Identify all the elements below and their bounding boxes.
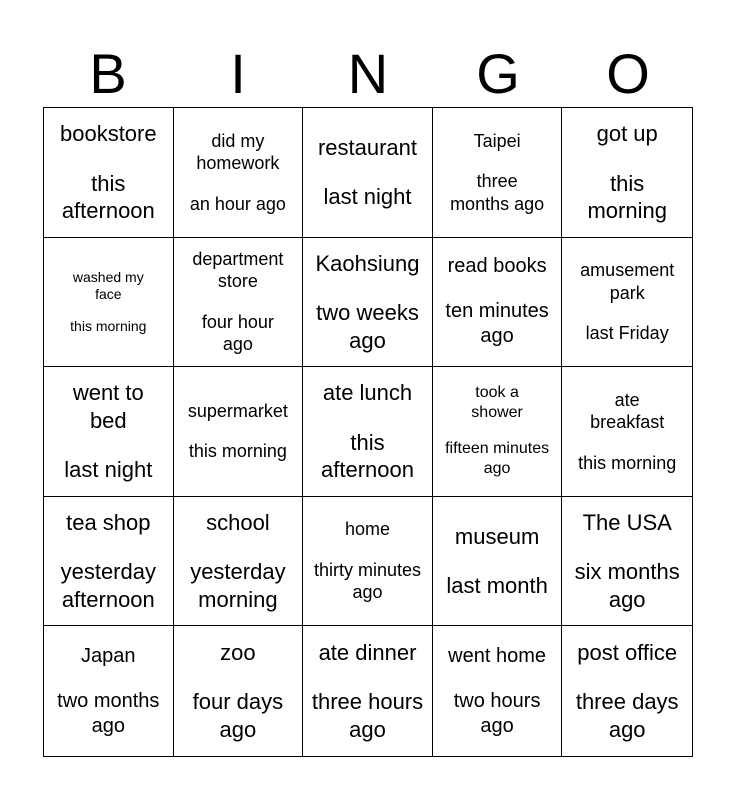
bingo-cell[interactable] bbox=[562, 497, 692, 627]
bingo-cell[interactable] bbox=[44, 497, 174, 627]
header-letter-g: G bbox=[476, 42, 520, 105]
cell-time: fifteen minutes ago bbox=[445, 440, 550, 478]
cell-time: last night bbox=[323, 184, 412, 210]
cell-time: this afternoon bbox=[321, 429, 414, 483]
bingo-cell[interactable] bbox=[562, 626, 692, 756]
bingo-cell[interactable] bbox=[562, 108, 692, 238]
cell-place: Taipei bbox=[473, 130, 521, 151]
cell-place: took a shower bbox=[471, 384, 523, 422]
bingo-cell[interactable] bbox=[433, 108, 563, 238]
cell-place: ate dinner bbox=[318, 639, 417, 665]
cell-time: three months ago bbox=[450, 171, 545, 214]
cell-place: bookstore bbox=[59, 121, 157, 147]
cell-time: four days ago bbox=[192, 689, 284, 742]
header-letter-i: I bbox=[230, 42, 246, 105]
cell-time: three days ago bbox=[575, 689, 679, 742]
bingo-cell[interactable] bbox=[303, 497, 433, 627]
cell-place: washed my face bbox=[72, 268, 144, 303]
cell-time: last Friday bbox=[585, 323, 669, 344]
cell-place: museum bbox=[454, 523, 540, 549]
bingo-header bbox=[43, 40, 693, 108]
cell-time: three hours ago bbox=[311, 689, 424, 742]
cell-place: ate breakfast bbox=[590, 389, 665, 433]
cell-time: ten minutes ago bbox=[445, 300, 549, 348]
bingo-cell[interactable] bbox=[174, 367, 304, 497]
bingo-cell[interactable] bbox=[433, 626, 563, 756]
header-letter-o: O bbox=[606, 42, 650, 105]
cell-place: tea shop bbox=[66, 509, 151, 535]
bingo-cell[interactable] bbox=[44, 108, 174, 238]
cell-place: department store bbox=[192, 248, 284, 292]
cell-place: zoo bbox=[220, 639, 256, 665]
bingo-cell[interactable] bbox=[174, 238, 304, 368]
cell-place: school bbox=[206, 509, 270, 535]
cell-place: Kaohsiung bbox=[315, 250, 420, 276]
cell-place: post office bbox=[577, 639, 678, 665]
cell-time: four hour ago bbox=[201, 311, 274, 355]
bingo-cell[interactable] bbox=[44, 238, 174, 368]
bingo-cell[interactable] bbox=[303, 626, 433, 756]
bingo-board bbox=[43, 107, 693, 757]
cell-place: amusement park bbox=[580, 260, 675, 303]
cell-place: The USA bbox=[582, 509, 672, 535]
cell-place: Japan bbox=[81, 644, 136, 667]
bingo-cell[interactable] bbox=[174, 108, 304, 238]
cell-time: this morning bbox=[578, 452, 677, 473]
cell-time: two hours ago bbox=[453, 689, 541, 737]
bingo-cell[interactable] bbox=[562, 367, 692, 497]
cell-time: two weeks ago bbox=[316, 300, 419, 353]
cell-place: went to bed bbox=[72, 380, 144, 433]
bingo-cell[interactable] bbox=[433, 367, 563, 497]
cell-time: two months ago bbox=[57, 689, 160, 737]
bingo-cell[interactable] bbox=[303, 238, 433, 368]
cell-time: last night bbox=[64, 457, 153, 483]
cell-time: thirty minutes ago bbox=[313, 559, 422, 603]
bingo-cell[interactable] bbox=[44, 626, 174, 756]
cell-place: ate lunch bbox=[322, 380, 413, 406]
bingo-cell[interactable] bbox=[44, 367, 174, 497]
bingo-cell[interactable] bbox=[433, 238, 563, 368]
cell-place: read books bbox=[447, 255, 547, 278]
bingo-cell[interactable] bbox=[174, 626, 304, 756]
cell-time: an hour ago bbox=[189, 193, 286, 214]
cell-place: home bbox=[344, 519, 390, 540]
cell-place: did my homework bbox=[196, 130, 280, 174]
cell-time: this morning bbox=[70, 317, 147, 334]
cell-place: got up bbox=[596, 121, 658, 147]
cell-time: this morning bbox=[188, 441, 287, 462]
bingo-cell[interactable] bbox=[303, 367, 433, 497]
bingo-cell[interactable] bbox=[303, 108, 433, 238]
cell-time: this morning bbox=[587, 170, 667, 224]
cell-time: six months ago bbox=[574, 559, 680, 612]
bingo-cell[interactable] bbox=[433, 497, 563, 627]
bingo-cell[interactable] bbox=[174, 497, 304, 627]
header-letter-b: B bbox=[89, 42, 127, 105]
bingo-cell[interactable] bbox=[562, 238, 692, 368]
header-letter-n: N bbox=[347, 42, 389, 105]
cell-place: restaurant bbox=[317, 134, 418, 160]
cell-time: yesterday morning bbox=[190, 559, 286, 612]
cell-time: last month bbox=[446, 573, 548, 599]
cell-place: went home bbox=[448, 644, 547, 667]
cell-time: this afternoon bbox=[61, 170, 155, 224]
cell-place: supermarket bbox=[187, 400, 288, 421]
cell-time: yesterday afternoon bbox=[60, 559, 156, 612]
